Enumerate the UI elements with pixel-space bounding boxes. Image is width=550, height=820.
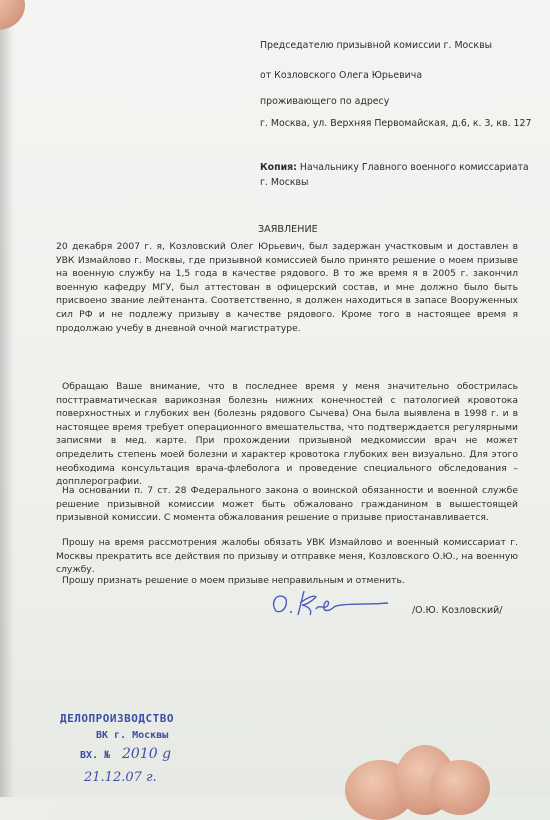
stamp-handwritten-number: 2010 g xyxy=(122,746,172,762)
address-line: г. Москва, ул. Верхняя Первомайская, д.6, к. 3, кв. 127 xyxy=(260,118,532,129)
copy-block xyxy=(260,160,530,190)
paragraph-2: Обращаю Ваше внимание, что в последнее время у меня значительно обострилась посттравматическая варикозная болезнь нижних конечностей с патологией кровотока поверхностных и глубоких вен (болезнь рядового Сычева) Она была выявлена в 1998 г. и в настоящее время требует операционного вмешательства, что подтверждается регулярными записями в мед. карте. При прохождении призывной медкомиссии врач не может определить степень моей болезни и характер кровотока глубоких вен визуально. Для этого необходима консультация врача-флеболога и проведение специального обследования – допплерографии. xyxy=(56,381,518,488)
copy-label: Копия: xyxy=(260,162,297,173)
stamp-handwritten-date: 21.12.07 г. xyxy=(84,770,157,785)
document-title: ЗАЯВЛЕНИЕ xyxy=(258,224,318,235)
paragraph-1: 20 декабря 2007 г. я, Козловский Олег Юрьевич, был задержан участковым и доставлен в УВК Измайлово г. Москвы, где призывной комиссией было принято решение о моем призыве на военную службу на 1,5 года в качестве рядового. В то же время я в 2005 г. закончил военную кафедру МГУ, был аттестован в офицерский состав, и мне должно было быть присвоено звание лейтенанта. Соответственно, я должен находиться в запасе Вооруженных сил РФ и не подлежу призыву в качестве рядового. Кроме того в настоящее время я продолжаю учебу в дневной очной магистратуре. xyxy=(56,241,518,334)
stamp-line-commissariat: ВК г. Москвы xyxy=(96,730,169,741)
copy-recipient-city: г. Москвы xyxy=(260,177,309,188)
paragraph-4: Прошу на время рассмотрения жалобы обязать УВК Измайлово и военный комиссариат г. Москвы прекратить все действия по призыву и отправке меня, Козловского О.Ю., на военную службу. xyxy=(56,537,518,576)
addressee-line: Председателю призывной комиссии г. Москвы xyxy=(260,40,493,51)
residence-label: проживающего по адресу xyxy=(260,96,390,107)
stamp-line-office: ДЕЛОПРОИЗВОДСТВО xyxy=(60,712,174,725)
paragraph-5: Прошу признать решение о моем призыве неправильным и отменить. xyxy=(62,575,405,586)
copy-recipient: Начальнику Главного военного комиссариата xyxy=(299,162,529,173)
signature-name: /О.Ю. Козловский/ xyxy=(412,605,503,616)
stamp-line-incoming: ВХ. № xyxy=(80,750,111,761)
finger-photo-top-left xyxy=(0,0,25,30)
finger-photo-3 xyxy=(430,760,490,815)
sender-line: от Козловского Олега Юрьевича xyxy=(260,70,423,81)
paragraph-3: На основании п. 7 ст. 28 Федерального закона о воинской обязанности и военной службе решение призывной комиссии может быть обжаловано гражданином в вышестоящей призывной комиссии. С момента обжалования решение о призыве приостанавливается. xyxy=(56,485,518,524)
page-edge-shadow xyxy=(0,0,14,797)
handwritten-signature xyxy=(266,585,396,625)
